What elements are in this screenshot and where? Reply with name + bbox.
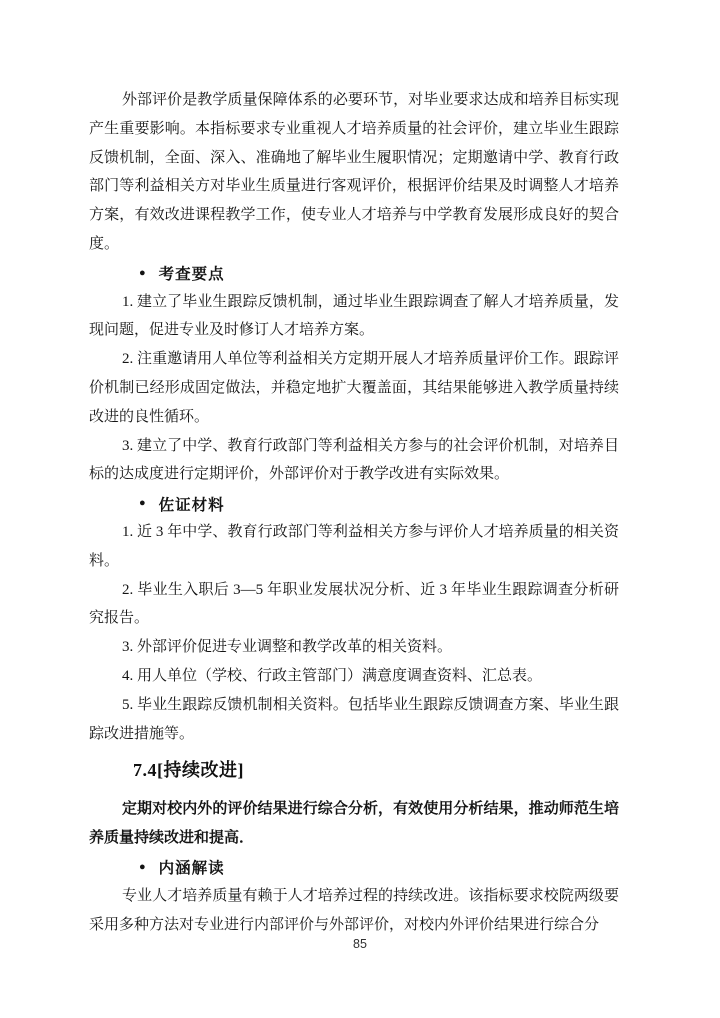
interpretation-heading-label: 内涵解读 — [158, 860, 225, 878]
bullet-heading-key-points — [89, 259, 619, 288]
evidence-item-1: 1. 近 3 年中学、教育行政部门等利益相关方参与评价人才培养质量的相关资料。 — [89, 523, 619, 569]
key-points-item-1: 1. 建立了毕业生跟踪反馈机制，通过毕业生跟踪调查了解人才培养质量，发现问题，促进专业及时修订人才培养方案。 — [89, 293, 619, 339]
evidence-item-5: 5. 毕业生跟踪反馈机制相关资料。包括毕业生跟踪反馈调查方案、毕业生跟踪改进措施等。 — [89, 696, 619, 742]
key-points-item-2: 2. 注重邀请用人单位等利益相关方定期开展人才培养质量评价工作。跟踪评价机制已经形成固定做法，并稳定地扩大覆盖面，其结果能够进入教学质量持续改进的良性循环。 — [89, 351, 619, 425]
key-points-heading-label: 考查要点 — [158, 266, 225, 284]
bullet-icon: ● — [139, 497, 146, 510]
paragraph-7-4-summary: 定期对校内外的评价结果进行综合分析，有效使用分析结果，推动师范生培养质量持续改进和提高． — [89, 801, 619, 847]
bullet-icon: ● — [139, 860, 146, 873]
evidence-item-4: 4. 用人单位（学校、行政主管部门）满意度调查资料、汇总表。 — [122, 667, 543, 684]
paragraph-external-evaluation-intro: 外部评价是教学质量保障体系的必要环节，对毕业要求达成和培养目标实现产生重要影响。本指标要求专业重视人才培养质量的社会评价，建立毕业生跟踪反馈机制，全面、深入、准确地了解毕业生履职情况；定期邀请中学、教育行政部门等利益相关方对毕业生质量进行客观评价，根据评价结果及时调整人才培养方案，有效改进课程教学工作，使专业人才培养与中学教育发展形成良好的契合度。 — [89, 92, 619, 252]
bullet-icon: ● — [139, 266, 146, 279]
evidence-heading-label: 佐证材料 — [158, 496, 225, 514]
bullet-heading-interpretation — [89, 853, 619, 882]
page-number: 85 — [353, 937, 367, 951]
key-points-item-3: 3. 建立了中学、教育行政部门等利益相关方参与的社会评价机制，对培养目标的达成度进行定期评价，外部评价对于教学改进有实际效果。 — [89, 437, 619, 483]
evidence-item-2: 2. 毕业生入职后 3—5 年职业发展状况分析、近 3 年毕业生跟踪调查分析研究报告。 — [89, 581, 619, 627]
evidence-item-3: 3. 外部评价促进专业调整和教学改革的相关资料。 — [122, 639, 453, 656]
paragraph-interpretation: 专业人才培养质量有赖于人才培养过程的持续改进。该指标要求校院两级要采用多种方法对专业进行内部评价与外部评价，对校内外评价结果进行综合分 — [89, 887, 619, 933]
section-heading-7-4: 7.4[持续改进] — [133, 760, 244, 781]
bullet-heading-evidence — [89, 489, 619, 518]
page-content — [89, 86, 619, 939]
